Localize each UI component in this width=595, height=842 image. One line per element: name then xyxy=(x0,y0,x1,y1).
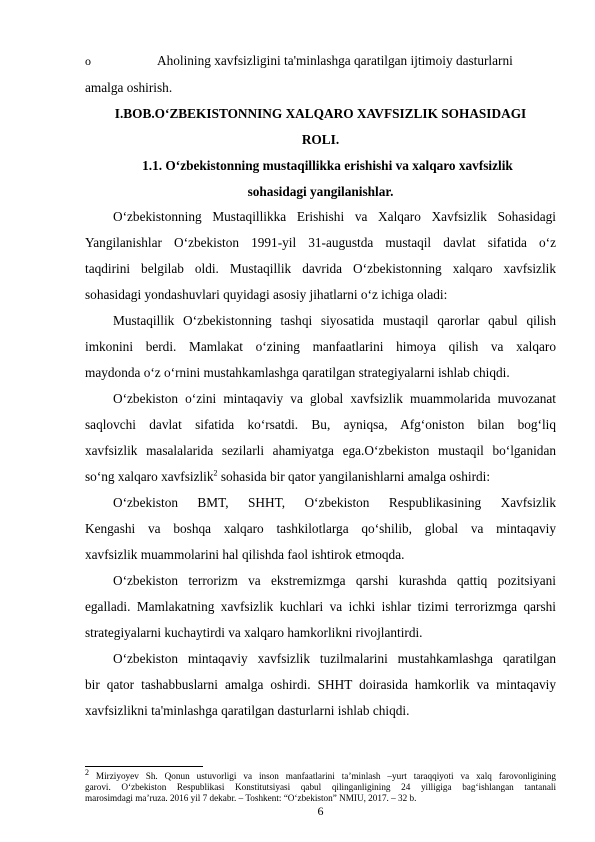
bullet-text-line-1: Aholining xavfsizligini ta'minlashga qaratilgan ijtimoiy dasturlarni xyxy=(157,53,513,68)
paragraph-4-line-1: O‘zbekiston BMT, SHHT, O‘zbekiston Respublikasining Xavfsizlik xyxy=(113,495,556,510)
paragraph-2-line-3: maydonda o‘z o‘rnini mustahkamlashga qaratilgan strategiyalarni ishlab chiqdi. xyxy=(85,365,510,380)
footnote-separator xyxy=(85,766,203,767)
bullet-text-line-2: amalga oshirish. xyxy=(85,80,173,95)
paragraph-2-line-2: imkonini berdi. Mamlakat o‘zining manfaatlarini himoya qilish va xalqaro xyxy=(85,339,556,354)
section-title-line-2: sohasidagi yangilanishlar. xyxy=(247,184,394,199)
paragraph-1-line-2: Yangilanishlar O‘zbekiston 1991-yil 31-augustda mustaqil davlat sifatida o‘z xyxy=(85,235,556,250)
paragraph-1-line-3: taqdirini belgilab oldi. Mustaqillik davrida O‘zbekistonning xalqaro xavfsizlik xyxy=(85,261,556,276)
paragraph-3-line-3: xavfsizlik masalalarida sezilarli ahamiyatga ega.O‘zbekiston mustaqil bo‘lganidan xyxy=(85,443,556,458)
footnote-marker: 2 xyxy=(85,767,89,777)
paragraph-3-line-1: O‘zbekiston o‘zini mintaqaviy va global xavfsizlik muammolarida muvozanat xyxy=(113,391,556,406)
section-title-line-1: 1.1. O‘zbekistonning mustaqillikka erishishi va xalqaro xavfsizlik xyxy=(142,158,513,173)
paragraph-6-line-1: O‘zbekiston mintaqaviy xavfsizlik tuzilmalarini mustahkamlashga qaratilgan xyxy=(113,651,556,666)
paragraph-1-line-1: O‘zbekistonning Mustaqillikka Erishishi va Xalqaro Xavfsizlik Sohasidagi xyxy=(113,209,556,224)
chapter-title-line-2: ROLI. xyxy=(301,132,340,147)
footnote-reference[interactable]: 2 xyxy=(213,468,218,478)
paragraph-6-line-2: bir qator tashabbuslarni amalga oshirdi. SHHT doirasida hamkorlik va mintaqaviy xyxy=(85,677,556,692)
paragraph-6-line-3: xavfsizlikni ta'minlashga qaratilgan dasturlarni ishlab chiqdi. xyxy=(85,703,410,718)
paragraph-3-line-4-text: so‘ng xalqaro xavfsizlik xyxy=(85,469,214,484)
paragraph-3-line-4 xyxy=(85,468,490,485)
footnote-line-3: marosimdagi ma’ruza. 2016 yil 7 dekabr. – Toshkent: “O‘zbekiston” NMIU, 2017. – 32 b. xyxy=(85,793,417,803)
paragraph-3-line-4-rest: sohasida bir qator yangilanishlarni amalga oshirdi: xyxy=(217,469,491,484)
chapter-title-line-1: I.BOB.O‘ZBEKISTONNING XALQARO XAVFSIZLIK SOHASIDAGI xyxy=(114,106,527,121)
bullet-marker: o xyxy=(85,54,91,68)
footnote-line-1-text: Mirziyoyev Sh. Qonun ustuvorligi va inson manfaatlarini ta’minlash –yurt taraqqiyoti va xalq farovonligining xyxy=(89,771,556,781)
paragraph-3-line-2: saqlovchi davlat sifatida ko‘rsatdi. Bu, ayniqsa, Afg‘oniston bilan bog‘liq xyxy=(85,417,556,432)
footnote-line-1 xyxy=(85,767,556,782)
paragraph-5-line-1: O‘zbekiston terrorizm va ekstremizmga qarshi kurashda qattiq pozitsiyani xyxy=(113,573,556,588)
footnote-line-2: garovi. O‘zbekiston Respublikasi Konstitutsiyasi qabul qilinganligining 24 yilligiga bag‘ishlangan tantanali xyxy=(85,782,556,792)
paragraph-4-line-3: xavfsizlik muammolarini hal qilishda faol ishtirok etmoqda. xyxy=(85,547,405,562)
paragraph-5-line-3: strategiyalarni kuchaytirdi va xalqaro hamkorlikni rivojlantirdi. xyxy=(85,625,423,640)
paragraph-4-line-2: Kengashi va boshqa xalqaro tashkilotlarga qo‘shilib, global va mintaqaviy xyxy=(85,521,556,536)
paragraph-5-line-2: egalladi. Mamlakatning xavfsizlik kuchlari va ichki ishlar tizimi terrorizmga qarshi xyxy=(85,599,556,614)
paragraph-1-line-4: sohasidagi yondashuvlari quyidagi asosiy jihatlarni o‘z ichiga oladi: xyxy=(85,287,448,302)
page-number: 6 xyxy=(317,804,324,818)
paragraph-2-line-1: Mustaqillik O‘zbekistonning tashqi siyosatida mustaqil qarorlar qabul qilish xyxy=(113,313,556,328)
